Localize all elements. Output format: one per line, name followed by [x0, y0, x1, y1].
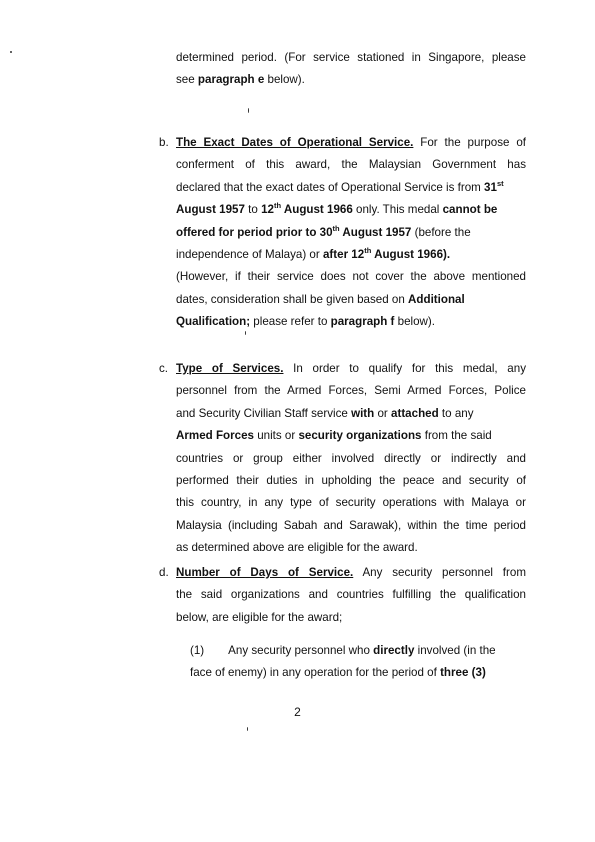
section-c-line-2: personnel from the Armed Forces, Semi Armed Forces, Police [176, 384, 526, 398]
paragraph-e-ref: paragraph e [197, 73, 265, 87]
intro-paragraph [176, 47, 526, 92]
section-b-line-6: independence of Malaya) or after 12th August 1966). [176, 246, 451, 262]
scan-speck [248, 108, 249, 113]
item-1-line-1: (1) Any security personnel who directly involved (in the [190, 644, 496, 657]
section-b-line-2: conferment of this award, the Malaysian Government has [176, 158, 526, 172]
section-c-label: c. [159, 362, 169, 375]
intro-line-1: determined period. (For service stationed in Singapore, please [176, 51, 526, 64]
item-1-line-2: face of enemy) in any operation for the period of three (3) [190, 666, 486, 680]
section-b-line-1: The Exact Dates of Operational Service. For the purpose of [176, 136, 526, 149]
section-d-paragraph [176, 562, 526, 629]
section-b-heading: The Exact Dates of Operational Service. [176, 136, 414, 149]
section-c-line-8: Malaysia (including Sabah and Sarawak), within the time period [176, 518, 526, 532]
section-d-line-1: Number of Days of Service. Any security personnel from [176, 566, 526, 579]
section-c-line-4: Armed Forces units or security organizations from the said [176, 429, 492, 443]
section-c-line-6: performed their duties in upholding the peace and security of [176, 474, 526, 488]
section-b-line-9: Qualification; please refer to paragraph f below). [176, 315, 436, 329]
section-b-paragraph [176, 132, 526, 334]
section-c-line-9: as determined above are eligible for the award. [176, 541, 418, 555]
section-b-line-3: declared that the exact dates of Operational Service is from 31st [176, 178, 504, 194]
section-b-line-7: (However, if their service does not cover the above mentioned [176, 270, 526, 284]
section-b-line-8: dates, consideration shall be given based on Additional [176, 292, 465, 306]
section-d-label: d. [159, 566, 169, 579]
section-c-line-5: countries or group either involved directly or indirectly and [176, 451, 526, 465]
section-d-heading: Number of Days of Service. [176, 566, 354, 579]
section-c-heading: Type of Services. [176, 362, 284, 375]
section-d-line-3: below, are eligible for the award; [176, 610, 343, 624]
paragraph-f-ref: paragraph f [330, 315, 395, 329]
intro-line-2: see paragraph e below). [176, 73, 305, 87]
scan-speck [247, 727, 248, 731]
section-b-line-5: offered for period prior to 30th August 1957 (before the [176, 223, 471, 239]
scan-speck [245, 331, 246, 335]
section-d-item-1 [190, 640, 526, 685]
item-1-number: (1) [190, 644, 205, 657]
page-number: 2 [294, 705, 301, 719]
section-b-line-4: August 1957 to 12th August 1966 only. This medal cannot be [176, 201, 498, 217]
section-c-line-3: and Security Civilian Staff service with or attached to any [176, 406, 474, 420]
section-c-paragraph [176, 358, 526, 560]
section-d-line-2: the said organizations and countries fulfilling the qualification [176, 588, 526, 602]
scan-speck [10, 51, 12, 53]
section-b-label: b. [159, 136, 169, 149]
section-c-line-7: this country, in any type of security operations with Malaya or [176, 496, 526, 510]
section-c-line-1: Type of Services. In order to qualify for this medal, any [176, 362, 527, 375]
